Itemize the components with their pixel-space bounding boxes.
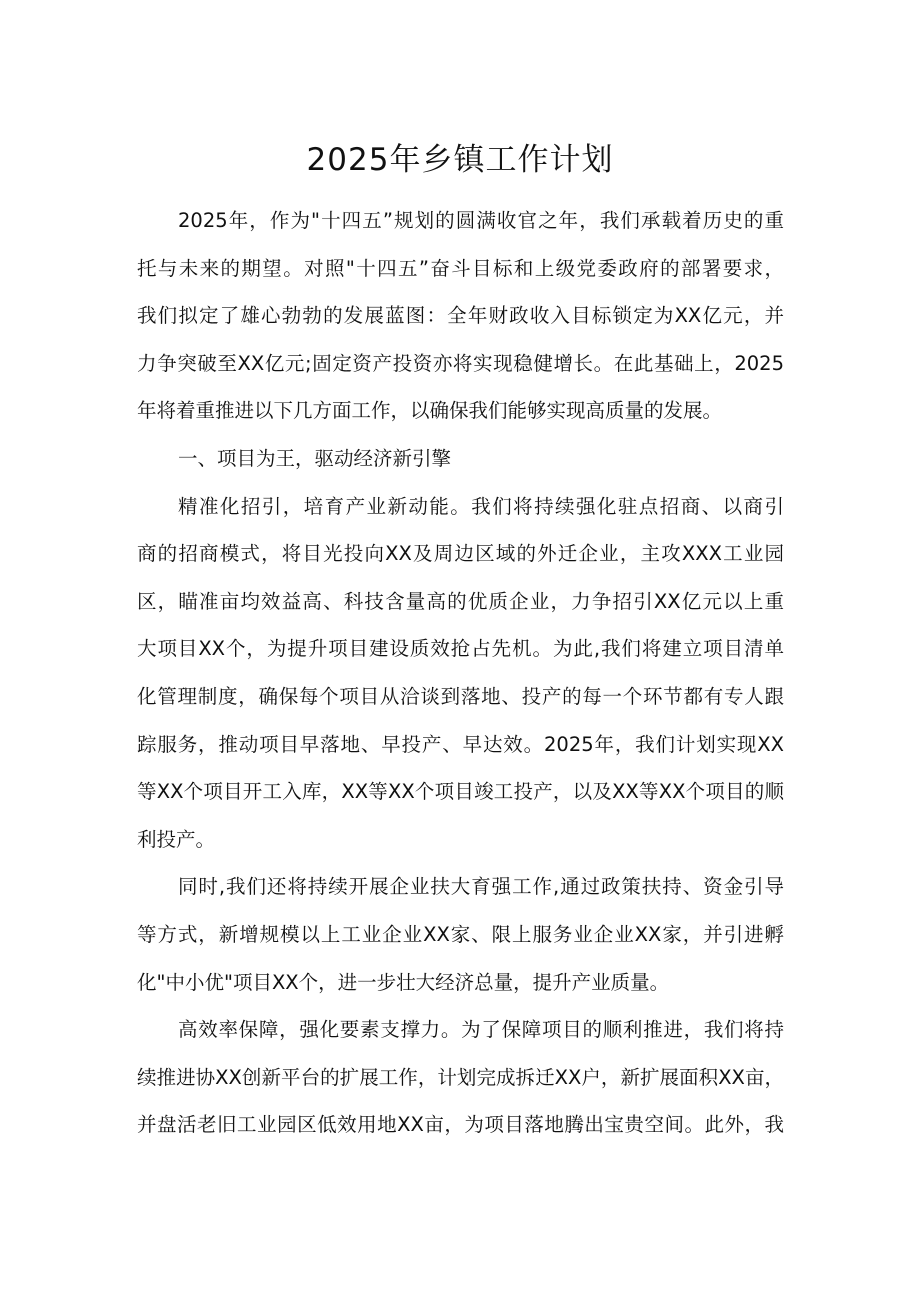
- document-title: 2025年乡镇工作计划: [306, 142, 614, 178]
- body-line: 续推进协XX创新平台的扩展工作，计划完成拆迁XX户，新扩展面积XX亩，: [137, 1065, 784, 1089]
- body-line: 精准化招引，培育产业新动能。我们将持续强化驻点招商、以商引: [178, 494, 784, 518]
- body-line: 2025年，作为"十四五”规划的圆满收官之年，我们承载着历史的重: [178, 209, 784, 232]
- body-line: 踪服务，推动项目早落地、早投产、早达效。2025年，我们计划实现XX: [137, 732, 784, 756]
- body-line: 区，瞄准亩均效益高、科技含量高的优质企业，力争招引XX亿元以上重: [137, 589, 784, 613]
- body-line: 化"中小优"项目XX个，进一步壮大经济总量，提升产业质量。: [137, 970, 670, 994]
- document-body: [137, 197, 784, 1149]
- body-line: 并盘活老旧工业园区低效用地XX亩，为项目落地腾出宝贵空间。此外，我: [137, 1113, 784, 1137]
- body-line: 一、项目为王，驱动经济新引擎: [178, 446, 452, 470]
- body-line: 同时,我们还将持续开展企业扶大育强工作,通过政策扶持、资金引导: [178, 875, 784, 899]
- body-line: 等XX个项目开工入库，XX等XX个项目竣工投产，以及XX等XX个项目的顺: [137, 780, 784, 804]
- body-line: 力争突破至XX亿元;固定资产投资亦将实现稳健增长。在此基础上，2025: [137, 351, 784, 375]
- body-line: 高效率保障，强化要素支撑力。为了保障项目的顺利推进，我们将持: [178, 1018, 784, 1042]
- body-line: 商的招商模式，将目光投向XX及周边区域的外迁企业，主攻XXX工业园: [137, 542, 784, 566]
- body-line: 年将着重推进以下几方面工作，以确保我们能够实现高质量的发展。: [137, 399, 723, 423]
- body-line: 托与未来的期望。对照"十四五”奋斗目标和上级党委政府的部署要求，: [137, 256, 784, 280]
- body-line: 等方式，新增规模以上工业企业XX家、限上服务业企业XX家，并引进孵: [137, 922, 784, 946]
- body-line: 利投产。: [137, 827, 216, 851]
- body-line: 我们拟定了雄心勃勃的发展蓝图：全年财政收入目标锁定为XX亿元，并: [137, 304, 784, 328]
- body-line: 化管理制度，确保每个项目从洽谈到落地、投产的每一个环节都有专人跟: [137, 684, 784, 708]
- body-line: 大项目XX个，为提升项目建设质效抢占先机。为此,我们将建立项目清单: [137, 637, 784, 661]
